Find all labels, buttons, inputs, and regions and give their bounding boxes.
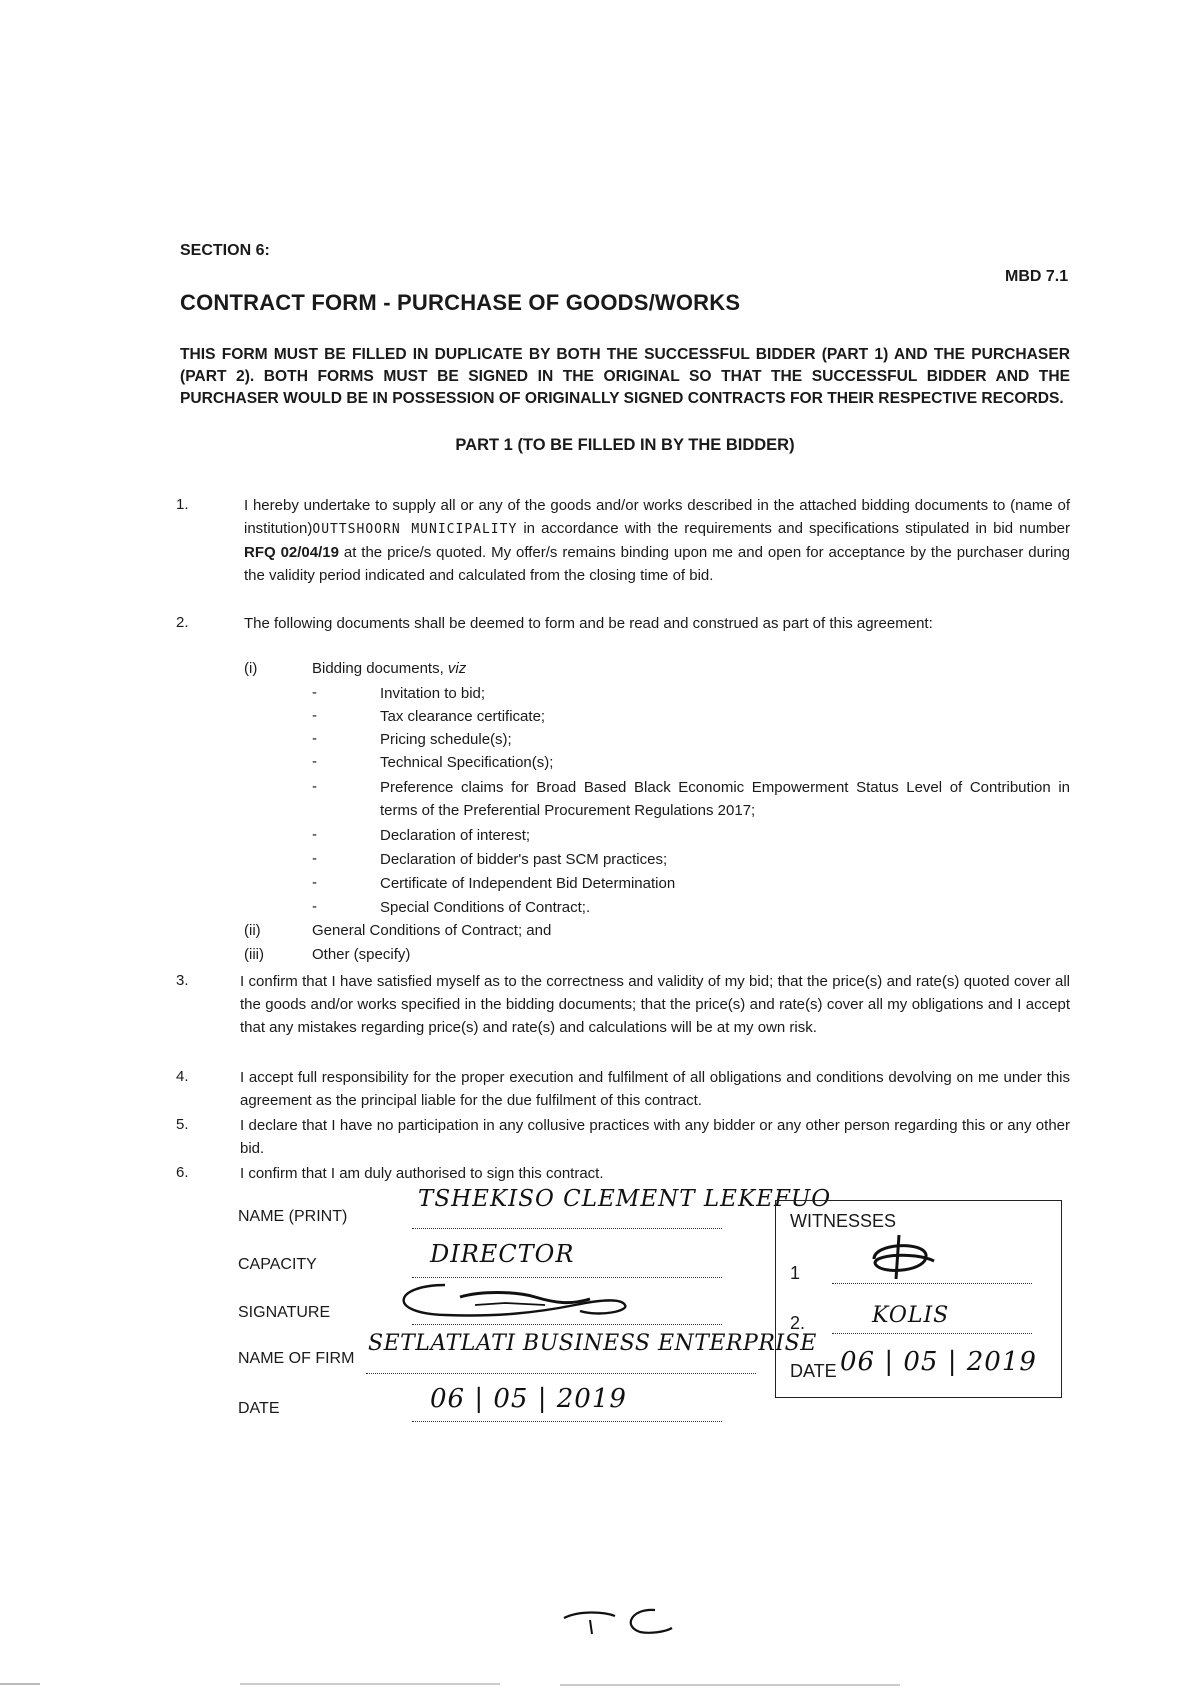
name-field [412,1228,722,1229]
clause-1-text-b: in accordance with the requirements and specifications stipulated in bid number [517,520,1071,537]
witness-2-value: KOLIS [872,1303,950,1328]
clause-3: I confirm that I have satisfied myself as to the correctness and validity of my bid; that the price(s) and rate(s) quoted cover all the goods and/or works specified in the bidding documents; that the price(s) and rate(s) cover all my obligations and I accept that any mistakes regarding price(s) and rate(s) and calculations will be at my own risk. [240,973,1070,1036]
clause-1-text-c: at the price/s quoted. My offer/s remains binding upon me and open for acceptance by the purchaser during the validity period indicated and calculated from the closing time of bid. [244,544,1071,584]
clause-5: I declare that I have no participation in any collusive practices with any bidder or any other person regarding this or any other bid. [240,1117,1070,1157]
firm-field [366,1373,756,1374]
clause-4: I accept full responsibility for the proper execution and fulfilment of all obligations and conditions devolving on me under this agreement as the principal liable for the due fulfilment of this contract. [240,1069,1070,1109]
contract-form-page: SECTION 6: MBD 7.1 CONTRACT FORM - PURCHASE OF GOODS/WORKS THIS FORM MUST BE FILLED IN DUPLICATE BY BOTH THE SUCCESSFUL BIDDER (PART 1) AND THE PURCHASER (PART 2). BOTH FORMS MUST BE SIGNED IN THE ORIGINAL SO THAT THE SUCCESSFUL BIDDER AND THE PURCHASER WOULD BE IN POSSESSION OF ORIGINALLY SIGNED CONTRACTS FOR THEIR RESPECTIVE RECORDS. PART 1 (TO BE FILLED IN BY THE BIDDER) 1. I hereby undertake to supply all or any of the goods and/or works described in the attached bidding documents to (name of institution)OUTTSHOORN MUNICIPALITY in accordance with the requirements and specifications stipulated in bid number RFQ 02/04/19 at the price/s quoted. My offer/s remains binding upon me and open for acceptance by the purchaser during the validity period indicated and calculated from the closing time of bid. 2. The following documents shall be deemed to form and be read and construed as part of this agreement: (i) Bidding documents, viz - Invitation to bid; - Tax clearance certificate; - Pricing schedule(s); - Technical Specification(s); - Preference claims for Broad Based Black Economic Empowerment Status Level of Contribution in terms of the Preferential Procurement Regulations 2017; - Declaration of interest; - Declaration of bidder's past SCM practices; - Certificate of Independent Bid Determination - Special Conditions of Contract;. (ii) General Conditions of Contract; and (iii) Other (specify) 3. I confirm that I have satisfied myself as to the correctness and validity of my bid; that the price(s) and rate(s) quoted cover all the goods and/or works specified in the bidding documents; that the price(s) and rate(s) cover all my obligations and I accept that any mistakes regarding price(s) and rate(s) and calculations will be at my own risk. 4. I accept full responsibility for the proper execution and fulfilment of all obligations and conditions devolving on me under this agreement as the principal liable for the due fulfilment of this contract. 5. I declare that I have no participation in any collusive practices with any bidder or any other person regarding this or any other bid. 6. I confirm that I am duly authorised to sign this contract. NAME (PRINT) TSHEKISO CLEMENT LEKEFUO CAPACITY DIRECTOR SIGNATURE NAME OF FIRM SETLATLATI BUSINESS ENTERPRISE DATE 06 | 05 | 2019 WITNESSES 1 2. KOLIS DATE 06 | 05 | 2019 [0,0,1200,1696]
witness-2-number: 2. [790,1313,806,1333]
item-iii-number: (iii) [244,946,264,963]
section-label: SECTION 6: [180,242,270,259]
bid-number: RFQ 02/04/19 [244,544,339,561]
clause-1 [244,494,1070,587]
name-value: TSHEKISO CLEMENT LEKEFUO [418,1186,832,1212]
clause-5-number: 5. [176,1116,189,1133]
capacity-label: CAPACITY [238,1256,317,1273]
item-ii: General Conditions of Contract; and [312,922,552,939]
item-i-number: (i) [244,660,258,677]
witness-date-value: 06 | 05 | 2019 [840,1347,1037,1377]
firm-label: NAME OF FIRM [238,1350,355,1367]
capacity-value: DIRECTOR [430,1240,575,1268]
date-value: 06 | 05 | 2019 [430,1384,627,1414]
witness-1-signature [854,1231,944,1286]
signature-mark [385,1275,645,1325]
clause-3-number: 3. [176,972,189,989]
list-item: Pricing schedule(s); [380,731,512,748]
list-item: Declaration of bidder's past SCM practices; [380,851,668,868]
witness-date-label: DATE [790,1361,837,1381]
list-item: Declaration of interest; [380,827,531,844]
witness-1-number: 1 [790,1263,801,1283]
item-i-viz: viz [447,660,467,677]
witness-2-field [832,1333,1032,1334]
form-code: MBD 7.1 [1005,268,1069,285]
institution-name: OUTTSHOORN MUNICIPALITY [312,522,518,537]
date-label: DATE [238,1400,280,1417]
clause-6-number: 6. [176,1164,189,1181]
item-ii-number: (ii) [244,922,261,939]
witnesses-box [775,1200,1062,1398]
list-item: Invitation to bid; [380,685,486,702]
clause-2-number: 2. [176,614,189,631]
page-title: CONTRACT FORM - PURCHASE OF GOODS/WORKS [180,290,741,315]
clause-6: I confirm that I am duly authorised to sign this contract. [240,1165,604,1182]
list-item: Tax clearance certificate; [380,708,546,725]
part-heading: PART 1 (TO BE FILLED IN BY THE BIDDER) [455,436,795,454]
firm-value: SETLATLATI BUSINESS ENTERPRISE [368,1331,817,1356]
list-item: Preference claims for Broad Based Black Economic Empowerment Status Level of Contribution in terms of the Preferential Procurement Regulations 2017; [380,779,1070,819]
item-iii: Other (specify) [312,946,411,963]
name-label: NAME (PRINT) [238,1208,348,1225]
instruction-text: THIS FORM MUST BE FILLED IN DUPLICATE BY BOTH THE SUCCESSFUL BIDDER (PART 1) AND THE PURCHASER (PART 2). BOTH FORMS MUST BE SIGNED IN THE ORIGINAL SO THAT THE SUCCESSFUL BIDDER AND THE PURCHASER WOULD BE IN POSSESSION OF ORIGINALLY SIGNED CONTRACTS FOR THEIR RESPECTIVE RECORDS. [180,346,1070,407]
list-item: Special Conditions of Contract;. [380,899,591,916]
signature-label: SIGNATURE [238,1304,331,1321]
clause-1-text-a: I hereby undertake to supply all or any of the goods and/or works described in the attached bidding documents to (name of institution) [244,497,1070,537]
witnesses-title: WITNESSES [790,1211,897,1231]
date-field [412,1421,722,1422]
page-initials [560,1604,680,1640]
list-item: Certificate of Independent Bid Determination [380,875,676,892]
item-i [312,660,466,677]
item-i-label: Bidding documents, [312,660,448,677]
clause-2: The following documents shall be deemed to form and be read and construed as part of this agreement: [244,615,933,632]
list-item: Technical Specification(s); [380,754,554,771]
clause-4-number: 4. [176,1068,189,1085]
clause-1-number: 1. [176,496,189,513]
scan-edge-line [0,1680,1200,1690]
